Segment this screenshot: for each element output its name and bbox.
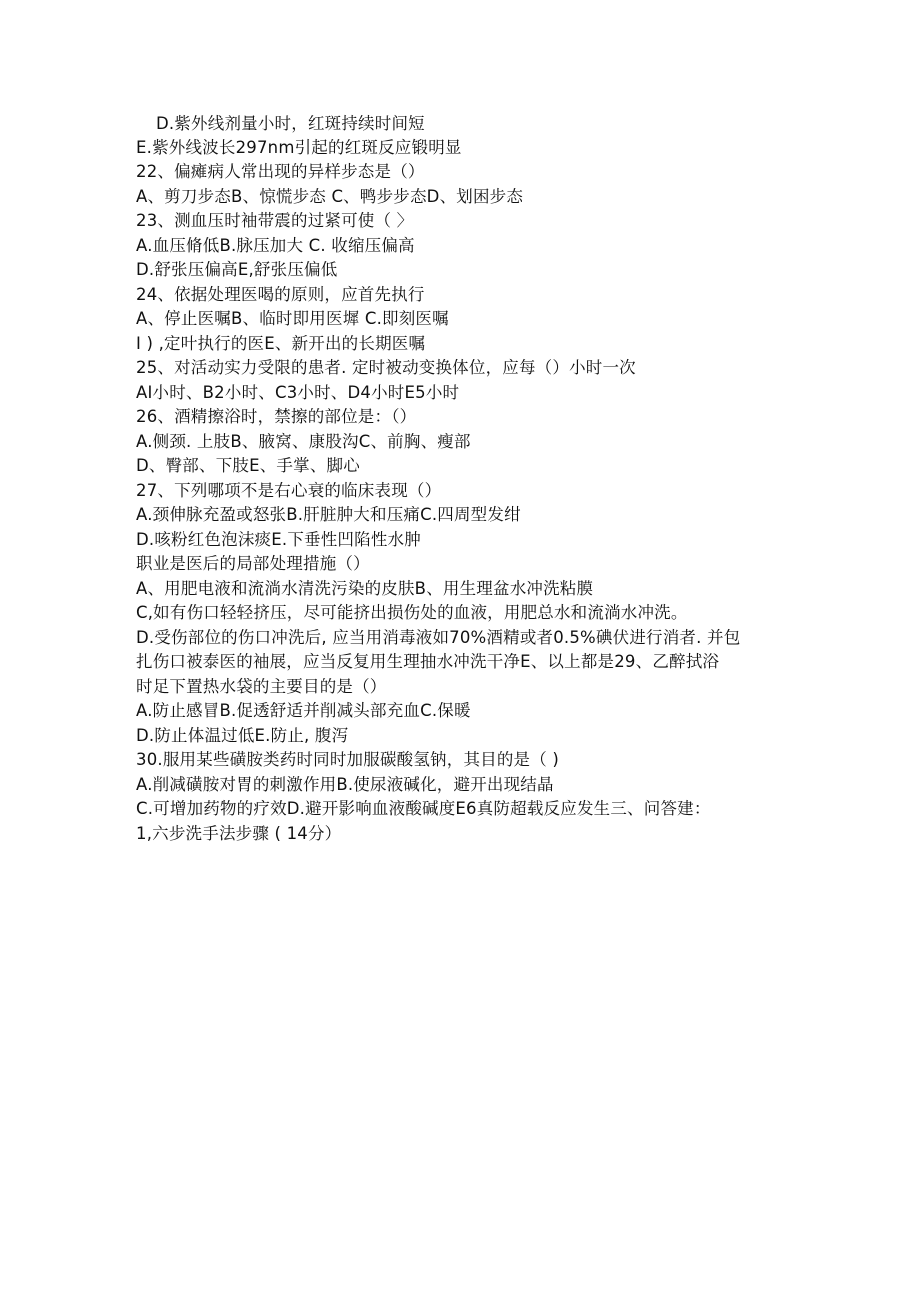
question-29: 时足下置热水袋的主要目的是（）: [136, 677, 387, 696]
text-line-1: D.紫外线剂量小时，红斑持续时间短: [156, 114, 425, 133]
question-28-option-a: A、用肥电液和流淌水清洗污染的皮肤B、用生理盆水冲洗粘膜: [136, 579, 594, 598]
question-22: 22、偏瘫病人常出现的异样步态是（）: [136, 162, 425, 181]
question-25-options: AI小时、B2小时、C3小时、D4小时E5小时: [136, 383, 460, 402]
question-28: 职业是医后的局部处理措施（）: [136, 554, 370, 573]
question-26-options-1: A.侧颈. 上肢B、腋窝、康股沟C、前胸、瘦部: [136, 432, 471, 451]
question-27-options-2: D.咳粉红色泡沫痰E.下垂性凹陷性水肿: [136, 530, 421, 549]
question-24-options-1: A、停止医嘱B、临时即用医墀 C.即刻医嘱: [136, 309, 449, 328]
text-line-2: E.紫外线波长297nm引起的红斑反应锻明显: [136, 138, 462, 157]
question-28-option-c: C,如有伤口轻轻挤压，尽可能挤出损伤处的血液，用肥总水和流淌水冲洗。: [136, 603, 688, 622]
question-28-option-d: D.受伤部位的伤口冲洗后, 应当用消毒液如70%酒精或者0.5%碘伏进行消者. 并包: [136, 628, 741, 647]
question-30-options-2: C.可增加药物的疗效D.避开影响血液酸碱度E6真防超载反应发生三、问答建：: [136, 799, 711, 818]
question-24-options-2: I ) ,定叶执行的医E、新开出的长期医嘱: [136, 334, 426, 353]
essay-question-1: 1,六步洗手法步骤 ( 14分）: [136, 824, 342, 843]
question-25: 25、对活动实力受限的患者. 定时被动变换体位，应每（）小时一次: [136, 358, 636, 377]
question-24: 24、依据处理医喝的原则，应首先执行: [136, 285, 425, 304]
question-26: 26、酒精擦浴时，禁擦的部位是：（）: [136, 407, 417, 426]
question-30-options-1: A.削减磺胺对胃的刺激作用B.使尿液碱化，避开出现结晶: [136, 775, 554, 794]
question-22-options: A、剪刀步态B、惊慌步态 C、鸭步步态D、划困步态: [136, 187, 524, 206]
question-29-options-2: D.防止体温过低E.防止, 腹泻: [136, 726, 349, 745]
question-27-options-1: A.颈伸脉充盈或怒张B.肝脏肿大和压痛C.四周型发绀: [136, 505, 521, 524]
question-27: 27、下列哪项不是右心衰的临床表现（）: [136, 481, 442, 500]
question-23: 23、测血压时袖带震的过紧可使（ 〉: [136, 211, 414, 230]
question-30: 30.服用某些磺胺类药时同时加服碳酸氢钠，其目的是（ ): [136, 750, 560, 769]
question-26-options-2: D、臀部、下肢E、手掌、脚心: [136, 456, 360, 475]
question-28-option-d-cont: 扎伤口被泰医的袖展，应当反复用生理抽水冲洗干净E、以上都是29、乙醉拭浴: [136, 652, 720, 671]
question-23-options-1: A.血压脩低B.脉压加大 C. 收缩压偏高: [136, 236, 415, 255]
question-29-options-1: A.防止感冒B.促透舒适并削减头部充血C.保暖: [136, 701, 471, 720]
question-23-options-2: D.舒张压偏高E,舒张压偏低: [136, 260, 338, 279]
